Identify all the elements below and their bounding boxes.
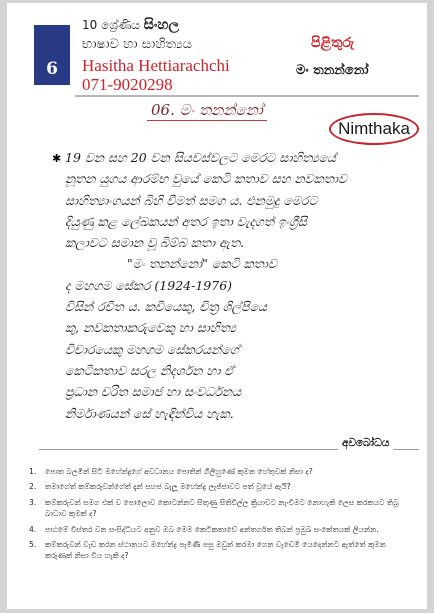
handwritten-line: "මං තනන්නෝ" කෙටි කතාව: [127, 256, 277, 272]
handwritten-line: කු, නවකතාකරුවෙකු හා සාහිත්‍ය: [65, 320, 237, 336]
handwritten-line: නිර්මාණයන් සේ හැඳින්විය හැක.: [65, 405, 234, 421]
handwritten-line: නූතන යුගය ආරම්භ වුයේ කෙටි කතාව සහ නවකතාව: [65, 171, 347, 187]
handwritten-line: දියුණු කළ ලේඛකයන් අතර ඉතා වැදගත් ඉංග්‍රීසි: [65, 213, 307, 229]
handwritten-line: සාහිත්‍යාංගයන් බිහි වීමත් සමග ය. එනමුදු මෙරට: [65, 192, 318, 208]
header-divider: [75, 95, 419, 97]
handwritten-line: 19 වන සහ 20 වන සියවස්වලට මෙරට සාහිත්‍යයේ: [65, 150, 337, 165]
question-item: [29, 466, 399, 477]
question-number: 2.: [29, 482, 37, 492]
question-text: කම්කරුවන් වැඩ කරන ස්ථානයට මහේන්ද්‍ර පැමිණි පසු ඔවුන් කරමා ගෙන වැඩෙමි යෙදෙන්නට ඇත්තේ කුමන කරුණක් නිසා විය හැකි ද?: [45, 540, 386, 561]
question-text: පාඨමේ විස්තර වන සංසිද්ධියට අනුව ඔබ මෙම කෙටිකතාවේ අන්තර්ගත තිබන් ප්‍රමුඛ සංකේතයක් ලියන්න.: [45, 524, 379, 534]
question-number: 3.: [29, 497, 37, 507]
grade-label: 10 ශ්‍රේණිය: [82, 18, 140, 32]
author-badge: Nimthaka: [329, 113, 419, 145]
question-text: පොත බලමින් සිටි මහේන්ද්‍රගේ අවධානය පොතින් ගිලිහුණේ කුමන හේතුවක් නිසා ද?: [45, 467, 313, 476]
handwritten-line: විචාරයෙකු මහගම සේකරයන්ගේ: [65, 341, 239, 357]
question-number: 1.: [29, 467, 37, 476]
handwritten-line: කෙටිකතාව සරල නිදර්ශන හා ඒ: [65, 362, 234, 378]
page: [7, 3, 427, 609]
author-phone: 071-9020298: [82, 75, 173, 94]
question-item: [29, 497, 399, 520]
handwritten-body: [65, 147, 391, 424]
question-item: [29, 481, 399, 492]
question-number: 5.: [29, 540, 37, 550]
handwritten-title: 06. මං තනන්නෝ: [147, 101, 267, 121]
grade-line: [82, 17, 179, 33]
question-item: [29, 524, 399, 535]
subject-subtitle: භාෂාව හා සාහිත්‍යය: [82, 37, 192, 52]
handwritten-line: ප්‍රධාන චරිත සමාජ හා සංවර්ධනය: [65, 384, 242, 400]
subject-label: සිංහල: [143, 17, 180, 33]
section-label: පිළිතුරු: [311, 35, 355, 51]
lesson-title: මං තනන්නෝ: [296, 63, 369, 78]
bullet-star-icon: ✱: [52, 152, 62, 165]
question-item: [29, 539, 399, 562]
author-name: Hasitha Hettiarachchi: [82, 56, 230, 75]
question-number: 4.: [29, 524, 37, 534]
question-text: තමාගේත් කම්කරුවන්ගේත් දැන් සහජ බැලූ මහේන්ද්‍ර ලැජ්ජාවට පත් වූයේ ඇයි?: [45, 482, 291, 492]
comprehension-heading: අවබෝධය: [338, 437, 393, 450]
question-text: කම්කරුවන් සමග එක් ව පොලොව කොටන්නට සිතුණු සිතිවිල්ල ක්‍රියාවට නැංවීමට නොහැකි ලෙස කරකයට තිබූ බාධාව කුමක් ද?: [45, 497, 399, 519]
handwritten-line: ද මහගම සේකර (1924-1976): [65, 277, 233, 293]
page-number-badge: 6: [34, 25, 70, 85]
handwritten-line: විසින් රචිත ය. කවියෙකු, චිත්‍ර ශිල්පියෙ: [65, 299, 267, 315]
question-list: [29, 466, 399, 566]
handwritten-line: කලාවට සමාන වූ බිම්බ කතා ඇත.: [65, 235, 245, 251]
